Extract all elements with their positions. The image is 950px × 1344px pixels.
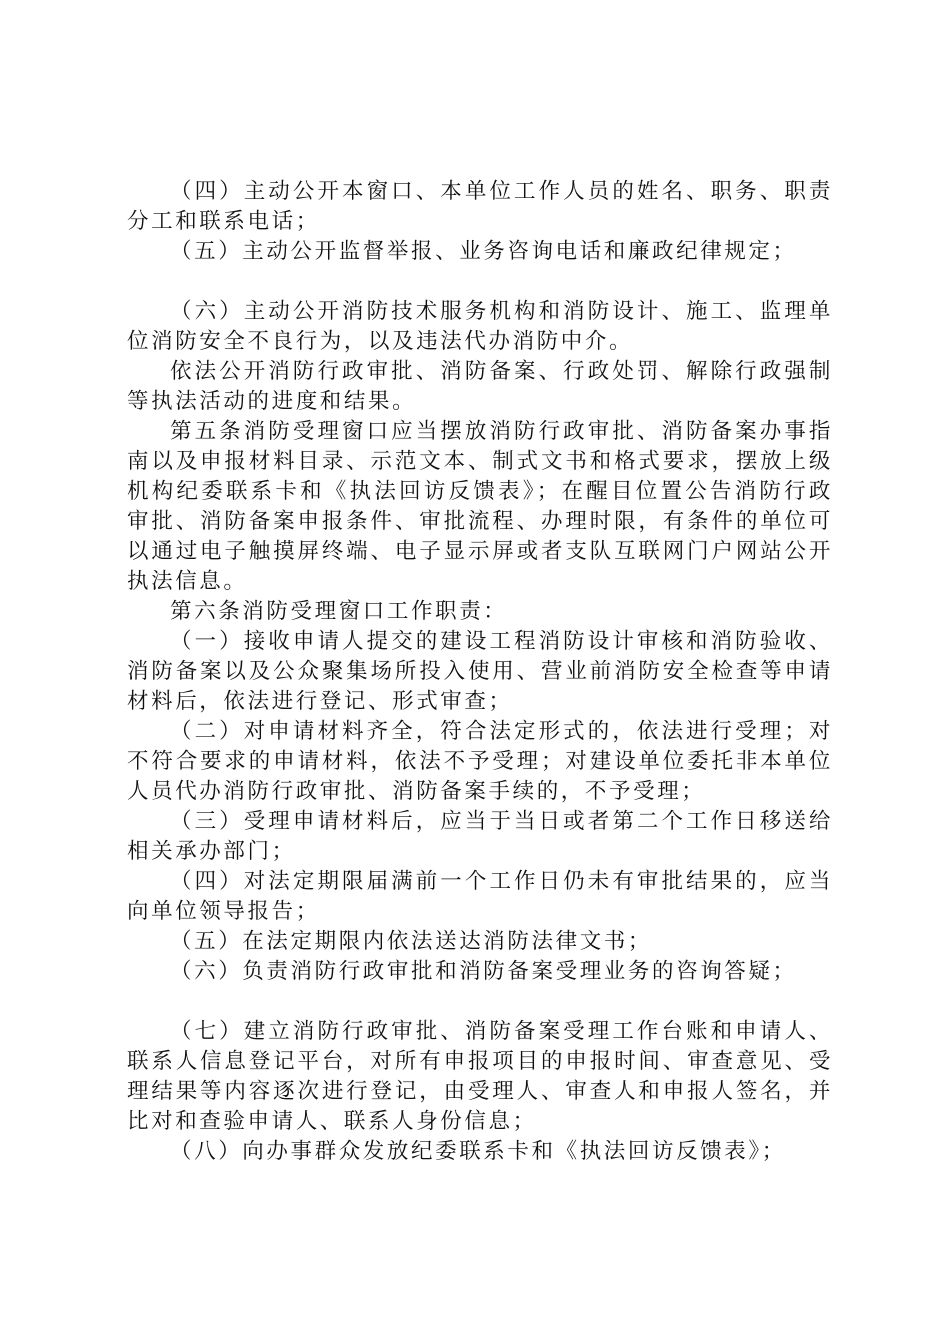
paragraph-disclose-progress: 依法公开消防行政审批、消防备案、行政处罚、解除行政强制等执法活动的进度和结果。: [127, 359, 833, 414]
paragraph-gap: [127, 267, 833, 297]
paragraph-article-6-heading: 第六条消防受理窗口工作职责：: [170, 599, 508, 624]
document-body: [127, 177, 833, 1167]
paragraph-duty-4: （四）对法定期限届满前一个工作日仍未有审批结果的，应当向单位领导报告；: [127, 869, 833, 924]
paragraph-article-5: 第五条消防受理窗口应当摆放消防行政审批、消防备案办事指南以及申报材料目录、示范文本、制式文书和格式要求，摆放上级机构纪委联系卡和《执法回访反馈表》；在醒目位置公告消防行政审批、消防备案申报条件、审批流程、办理时限，有条件的单位可以通过电子触摸屏终端、电子显示屏或者支队互联网门户网站公开执法信息。: [127, 419, 833, 594]
paragraph-duty-3: （三）受理申请材料后，应当于当日或者第二个工作日移送给相关承办部门；: [127, 809, 833, 864]
paragraph-duty-8: （八）向办事群众发放纪委联系卡和《执法回访反馈表》；: [170, 1139, 786, 1164]
paragraph-duty-7: （七）建立消防行政审批、消防备案受理工作台账和申请人、联系人信息登记平台，对所有申报项目的申报时间、审查意见、受理结果等内容逐次进行登记，由受理人、审查人和申报人签名，并比对和查验申请人、联系人身份信息；: [127, 1019, 833, 1134]
paragraph-duty-1: （一）接收申请人提交的建设工程消防设计审核和消防验收、消防备案以及公众聚集场所投入使用、营业前消防安全检查等申请材料后，依法进行登记、形式审查；: [127, 629, 833, 714]
paragraph-disclose-bad-behavior: （六）主动公开消防技术服务机构和消防设计、施工、监理单位消防安全不良行为，以及违法代办消防中介。: [127, 299, 833, 354]
paragraph-duty-6: （六）负责消防行政审批和消防备案受理业务的咨询答疑；: [170, 959, 797, 984]
paragraph-gap: [127, 987, 833, 1017]
paragraph-disclose-staff: （四）主动公开本窗口、本单位工作人员的姓名、职务、职责分工和联系电话；: [127, 179, 833, 234]
paragraph-disclose-supervision: （五）主动公开监督举报、业务咨询电话和廉政纪律规定；: [170, 239, 797, 264]
paragraph-duty-5: （五）在法定期限内依法送达消防法律文书；: [170, 929, 653, 954]
paragraph-duty-2: （二）对申请材料齐全，符合法定形式的，依法进行受理；对不符合要求的申请材料，依法不予受理；对建设单位委托非本单位人员代办消防行政审批、消防备案手续的，不予受理；: [127, 719, 833, 804]
